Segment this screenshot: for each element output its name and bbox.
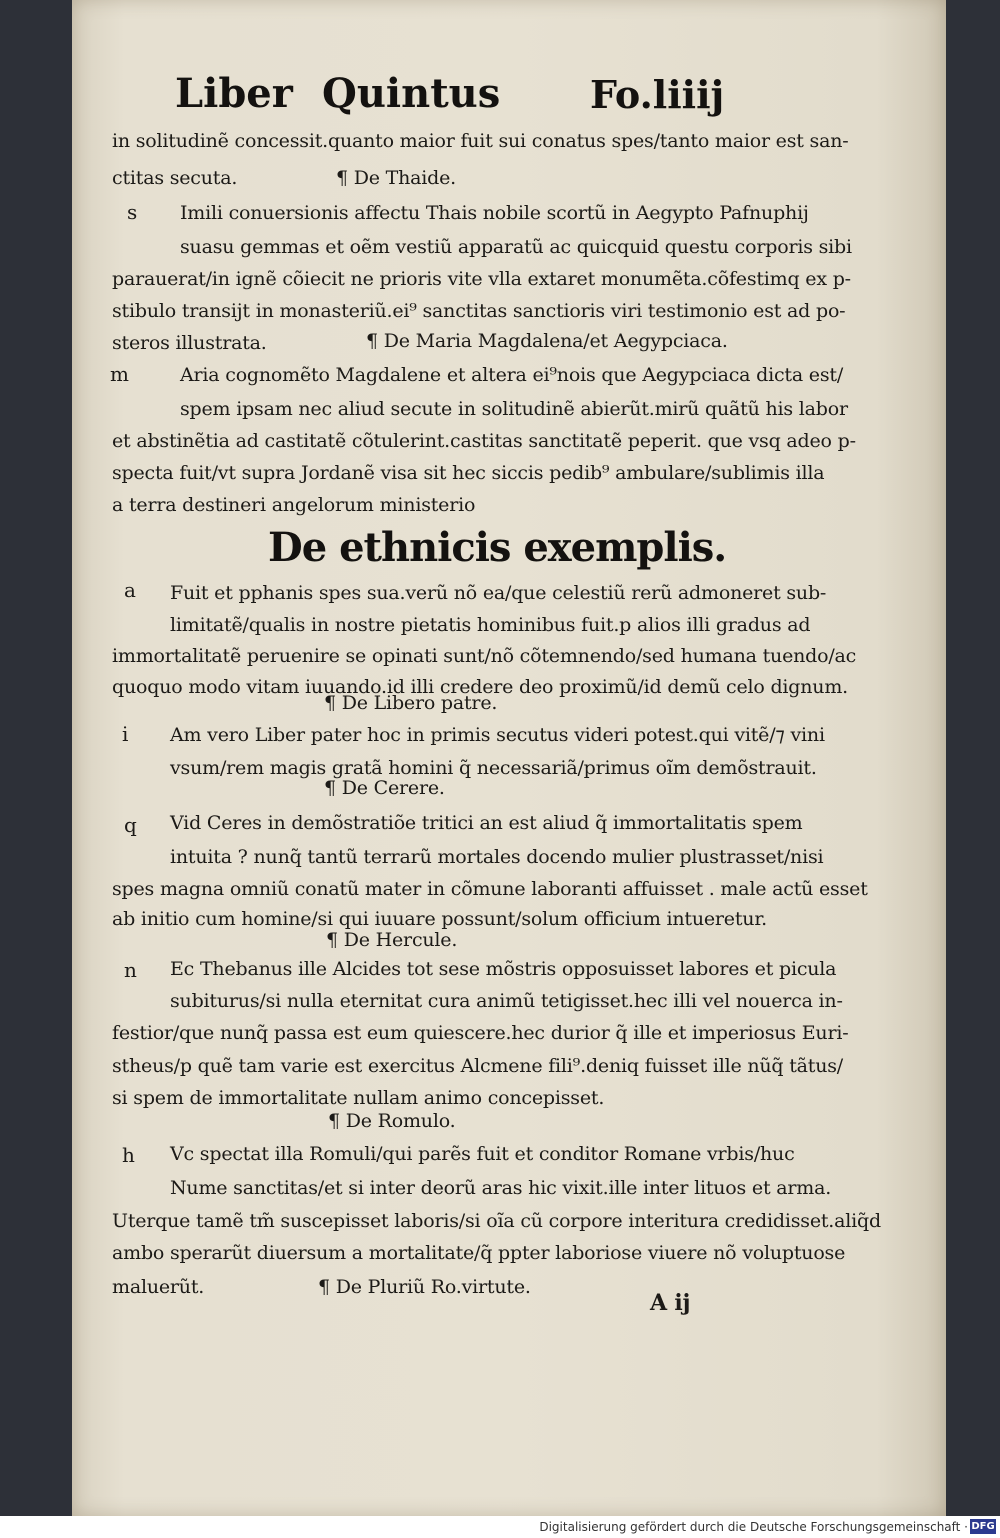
guide-letter: h: [122, 1143, 135, 1167]
text-line: stheus/p quẽ tam varie est exercitus Alcmene fili⁹.deniq fuisset ille nũq̃ tãtus/: [112, 1055, 844, 1077]
text-line: Ec Thebanus ille Alcides tot sese mõstris opposuisset labores et picula: [170, 958, 837, 980]
text-line: Vid Ceres in demõstratiõe tritici an est aliud q̃ immortalitatis spem: [170, 812, 803, 834]
section-heading: ¶ De Romulo.: [328, 1110, 456, 1132]
folio-number: Fo.liiij: [590, 72, 725, 117]
section-heading: ¶ De Thaide.: [336, 167, 457, 189]
guide-letter: i: [122, 722, 129, 746]
text-line: spem ipsam nec aliud secute in solitudinẽ abierũt.mirũ quãtũ his labor: [180, 398, 848, 420]
text-line: Nume sanctitas/et si inter deorũ aras hic vixit.ille inter lituos et arma.: [170, 1177, 832, 1199]
text-line: stibulo transijt in monasteriũ.ei⁹ sanctitas sanctioris viri testimonio est ad po-: [112, 300, 846, 322]
running-head-left: Liber: [175, 70, 293, 117]
text-line: festior/que nunq̃ passa est eum quiescere.hec durior q̃ ille et imperiosus Euri-: [112, 1022, 849, 1044]
funding-notice: Digitalisierung gefördert durch die Deutsche Forschungsgemeinschaft ·: [539, 1520, 968, 1534]
text-line: Imili conuersionis affectu Thais nobile scortũ in Aegypto Pafnuphij: [180, 202, 809, 224]
text-line: parauerat/in ignẽ cõiecit ne prioris vite vlla extaret monumẽta.cõfestimq ex p-: [112, 268, 851, 290]
text-line: si spem de immortalitate nullam animo concepisset.: [112, 1087, 605, 1109]
text-line: steros illustrata.: [112, 332, 267, 354]
dfg-logo: DFG: [971, 1521, 995, 1532]
chapter-title: De ethnicis exemplis.: [268, 524, 727, 571]
text-line: ab initio cum homine/si qui iuuare possunt/solum officium intueretur.: [112, 908, 767, 930]
text-line: et abstinẽtia ad castitatẽ cõtulerint.castitas sanctitatẽ peperit. que vsq adeo p-: [112, 430, 856, 452]
text-line: maluerũt.: [112, 1276, 205, 1298]
guide-letter: m: [110, 362, 129, 386]
text-line: specta fuit/vt supra Jordanẽ visa sit hec siccis pedib⁹ ambulare/sublimis illa: [112, 462, 825, 484]
guide-letter: q: [124, 813, 137, 837]
guide-letter: n: [124, 958, 137, 982]
text-line: Uterque tamẽ tm̃ suscepisset laboris/si oĩa cũ corpore interitura credidisset.aliq̃d: [112, 1210, 881, 1232]
text-line: Vc spectat illa Romuli/qui parẽs fuit et conditor Romane vrbis/huc: [170, 1143, 795, 1165]
signature-mark: A ij: [650, 1290, 691, 1316]
text-line: ctitas secuta.: [112, 167, 238, 189]
book-page: [72, 0, 946, 1516]
text-line: suasu gemmas et oẽm vestiũ apparatũ ac quicquid questu corporis sibi: [180, 236, 852, 258]
running-head-center: Quintus: [322, 70, 501, 117]
text-line: quoquo modo vitam iuuando.id illi credere deo proximũ/id demũ celo dignum.: [112, 676, 848, 698]
section-heading: ¶ De Maria Magdalena/et Aegypciaca.: [366, 330, 728, 352]
text-line: immortalitatẽ peruenire se opinati sunt/nõ cõtemnendo/sed humana tuendo/ac: [112, 645, 857, 667]
guide-letter: a: [124, 578, 136, 602]
text-line: Fuit et pphanis spes sua.verũ nõ ea/que celestiũ rerũ admoneret sub-: [170, 582, 827, 604]
guide-letter: s: [127, 200, 138, 224]
text-line: Am vero Liber pater hoc in primis secutus videri potest.qui vitẽ/⁊ vini: [170, 724, 825, 746]
text-line: a terra destineri angelorum ministerio: [112, 494, 476, 516]
text-line: vsum/rem magis gratã homini q̃ necessariã/primus oĩm demõstrauit.: [170, 757, 817, 779]
footer-bar: [0, 1516, 1000, 1538]
section-heading: ¶ De Libero patre.: [324, 692, 498, 714]
text-line: in solitudinẽ concessit.quanto maior fuit sui conatus spes/tanto maior est san-: [112, 130, 849, 152]
section-heading: ¶ De Cerere.: [324, 777, 445, 799]
text-line: intuita ? nunq̃ tantũ terrarũ mortales docendo mulier plustrasset/nisi: [170, 846, 824, 868]
section-heading: ¶ De Pluriũ Ro.virtute.: [318, 1276, 531, 1298]
text-line: subiturus/si nulla eternitat cura animũ tetigisset.hec illi vel nouerca in-: [170, 990, 843, 1012]
text-line: ambo sperarũt diuersum a mortalitate/q̃ ppter laboriose viuere nõ voluptuose: [112, 1242, 846, 1264]
section-heading: ¶ De Hercule.: [326, 929, 458, 951]
text-line: Aria cognomẽto Magdalene et altera ei⁹nois que Aegypciaca dicta est/: [180, 364, 844, 386]
text-line: limitatẽ/qualis in nostre pietatis hominibus fuit.p alios illi gradus ad: [170, 614, 811, 636]
text-line: spes magna omniũ conatũ mater in cõmune laboranti affuisset . male actũ esset: [112, 878, 868, 900]
